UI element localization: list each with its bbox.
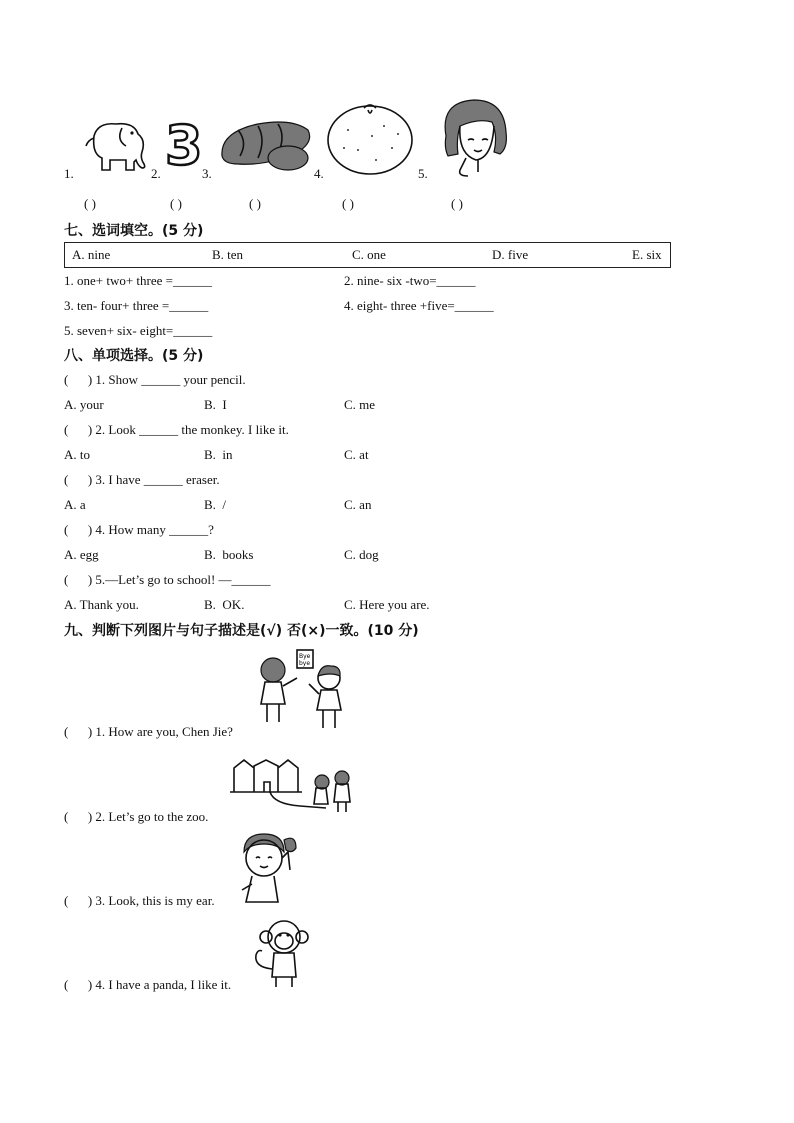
picture-label-1: 1. bbox=[64, 166, 74, 181]
choice-question-5[interactable]: ( ) 5.—Let’s go to school! —______ bbox=[64, 572, 271, 587]
choice-question-1[interactable]: ( ) 1. Show ______ your pencil. bbox=[64, 372, 246, 387]
fill-question-1[interactable]: 1. one+ two+ three =______ bbox=[64, 273, 212, 288]
picture-label-2: 2. bbox=[151, 166, 161, 181]
fill-question-5[interactable]: 5. seven+ six- eight=______ bbox=[64, 323, 213, 338]
sign-text-line-1: Bye bbox=[299, 653, 311, 660]
monkey-icon bbox=[252, 915, 316, 989]
choice-2-option-b[interactable]: B. in bbox=[204, 447, 233, 462]
picture-label-3: 3. bbox=[202, 166, 212, 181]
choice-2-option-c[interactable]: C. at bbox=[344, 447, 369, 462]
picture-label-5: 5. bbox=[418, 166, 428, 181]
choice-1-option-c[interactable]: C. me bbox=[344, 397, 376, 412]
girl-pointing-to-ear-icon bbox=[238, 830, 302, 906]
choice-question-3[interactable]: ( ) 3. I have ______ eraser. bbox=[64, 472, 220, 487]
choice-5-option-c[interactable]: C. Here you are. bbox=[344, 597, 430, 612]
word-option-d: D. five bbox=[492, 247, 529, 262]
section9-heading: 九、判断下列图片与句子描述是(√) 否(×)一致。(10 分) bbox=[64, 623, 419, 639]
choice-1-option-b[interactable]: B. I bbox=[204, 397, 227, 412]
picture-label-4: 4. bbox=[314, 166, 324, 181]
judge-question-2[interactable]: ( ) 2. Let’s go to the zoo. bbox=[64, 809, 209, 824]
word-option-a: A. nine bbox=[72, 247, 111, 262]
judge-question-3[interactable]: ( ) 3. Look, this is my ear. bbox=[64, 893, 215, 908]
two-children-greeting-icon bbox=[255, 648, 359, 732]
answer-blank-1[interactable]: ( ) bbox=[84, 196, 96, 211]
choice-3-option-b[interactable]: B. / bbox=[204, 497, 227, 512]
word-bank-box bbox=[64, 242, 671, 268]
fill-question-4[interactable]: 4. eight- three +five=______ bbox=[344, 298, 494, 313]
choice-question-2[interactable]: ( ) 2. Look ______ the monkey. I like it. bbox=[64, 422, 289, 437]
choice-2-option-a[interactable]: A. to bbox=[64, 447, 90, 462]
choice-3-option-a[interactable]: A. a bbox=[64, 497, 86, 512]
fill-question-3[interactable]: 3. ten- four+ three =______ bbox=[64, 298, 209, 313]
sign-text-line-2: bye bbox=[299, 660, 311, 667]
fill-question-2[interactable]: 2. nine- six -two=______ bbox=[344, 273, 476, 288]
judge-question-1[interactable]: ( ) 1. How are you, Chen Jie? bbox=[64, 724, 233, 739]
answer-blank-4[interactable]: ( ) bbox=[342, 196, 354, 211]
word-option-c: C. one bbox=[352, 247, 386, 262]
choice-5-option-b[interactable]: B. OK. bbox=[204, 597, 245, 612]
choice-4-option-b[interactable]: B. books bbox=[204, 547, 254, 562]
orange-icon bbox=[324, 100, 416, 176]
elephant-icon bbox=[82, 118, 152, 176]
choice-5-option-a[interactable]: A. Thank you. bbox=[64, 597, 139, 612]
choice-1-option-a[interactable]: A. your bbox=[64, 397, 104, 412]
bread-icon bbox=[218, 112, 314, 174]
choice-4-option-a[interactable]: A. egg bbox=[64, 547, 99, 562]
section8-heading: 八、单项选择。(5 分) bbox=[64, 348, 204, 364]
judge-question-4[interactable]: ( ) 4. I have a panda, I like it. bbox=[64, 977, 232, 992]
girl-face-icon bbox=[438, 96, 514, 178]
choice-question-4[interactable]: ( ) 4. How many ______? bbox=[64, 522, 214, 537]
number-three-picture: 3 bbox=[165, 114, 203, 177]
answer-blank-3[interactable]: ( ) bbox=[249, 196, 261, 211]
answer-blank-2[interactable]: ( ) bbox=[170, 196, 182, 211]
section7-heading: 七、选词填空。(5 分) bbox=[64, 223, 204, 239]
choice-3-option-c[interactable]: C. an bbox=[344, 497, 372, 512]
word-option-e: E. six bbox=[632, 247, 662, 262]
choice-4-option-c[interactable]: C. dog bbox=[344, 547, 379, 562]
children-walking-to-building-icon bbox=[230, 756, 356, 816]
answer-blank-5[interactable]: ( ) bbox=[451, 196, 463, 211]
word-option-b: B. ten bbox=[212, 247, 244, 262]
